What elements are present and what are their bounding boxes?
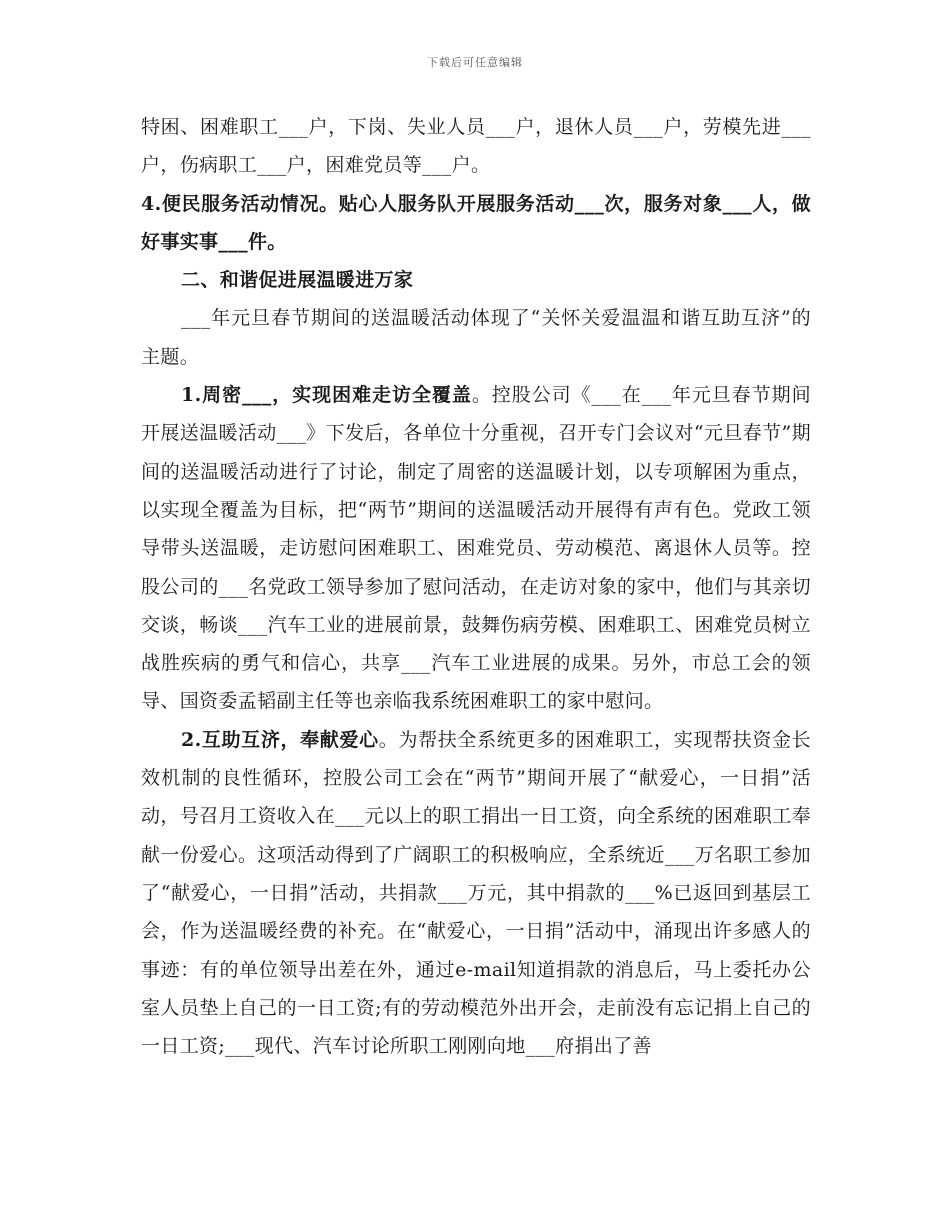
paragraph-mutual-aid-lead: 2.互助互济，奉献爱心 bbox=[181, 728, 379, 751]
paragraph-visits-lead: 1.周密___，实现困难走访全覆盖 bbox=[181, 384, 472, 407]
paragraph-mutual-aid bbox=[141, 721, 811, 1066]
paragraph-service-activities: 4.便民服务活动情况。贴心人服务队开展服务活动___次，服务对象___人，做好事实事___件。 bbox=[141, 192, 811, 253]
paragraph-household-counts: 特困、困难职工___户，下岗、失业人员___户，退休人员___户，劳模先进___户，伤病职工___户，困难党员等___户。 bbox=[141, 116, 811, 177]
paragraph-theme: ___年元旦春节期间的送温暖活动体现了“关怀关爱温温和谐互助互济”的主题。 bbox=[141, 307, 811, 368]
page-header: 下载后可任意编辑 bbox=[427, 56, 523, 69]
paragraph-visits-body: 。控股公司《___在___年元旦春节期间开展送温暖活动___》下发后，各单位十分重视，召开专门会议对“元旦春节”期间的送温暖活动进行了讨论，制定了周密的送温暖计划，以专项解困为重点，以实现全覆盖为目标，把“两节”期间的送温暖活动开展得有声有色。党政工领导带头送温暖，走访慰问困难职工、困难党员、劳动模范、离退休人员等。控股公司的___名党政工领导参加了慰问活动，在走访对象的家中，他们与其亲切交谈，畅谈___汽车工业的进展前景，鼓舞伤病劳模、困难职工、困难党员树立战胜疾病的勇气和信心，共享___汽车工业进展的成果。另外，市总工会的领导、国资委孟韬副主任等也亲临我系统困难职工的家中慰问。 bbox=[141, 384, 811, 713]
paragraph-visits bbox=[141, 376, 811, 721]
paragraph-mutual-aid-body: 。为帮扶全系统更多的困难职工，实现帮扶资金长效机制的良性循环，控股公司工会在“两节”期间开展了“献爱心，一日捐”活动，号召月工资收入在___元以上的职工捐出一日工资，向全系统的困难职工奉献一份爱心。这项活动得到了广阔职工的积极响应，全系统近___万名职工参加了“献爱心，一日捐”活动，共捐款___万元，其中捐款的___%已返回到基层工会，作为送温暖经费的补充。在“献爱心，一日捐”活动中，涌现出许多感人的事迹：有的单位领导出差在外，通过e-mail知道捐款的消息后，马上委托办公室人员垫上自己的一日工资;有的劳动模范外出开会，走前没有忘记捐上自己的一日工资;___现代、汽车讨论所职工刚刚向地___府捐出了善 bbox=[141, 728, 812, 1058]
section-heading-harmony: 二、和谐促进展温暖进万家 bbox=[181, 269, 414, 292]
document-body bbox=[141, 108, 811, 1065]
